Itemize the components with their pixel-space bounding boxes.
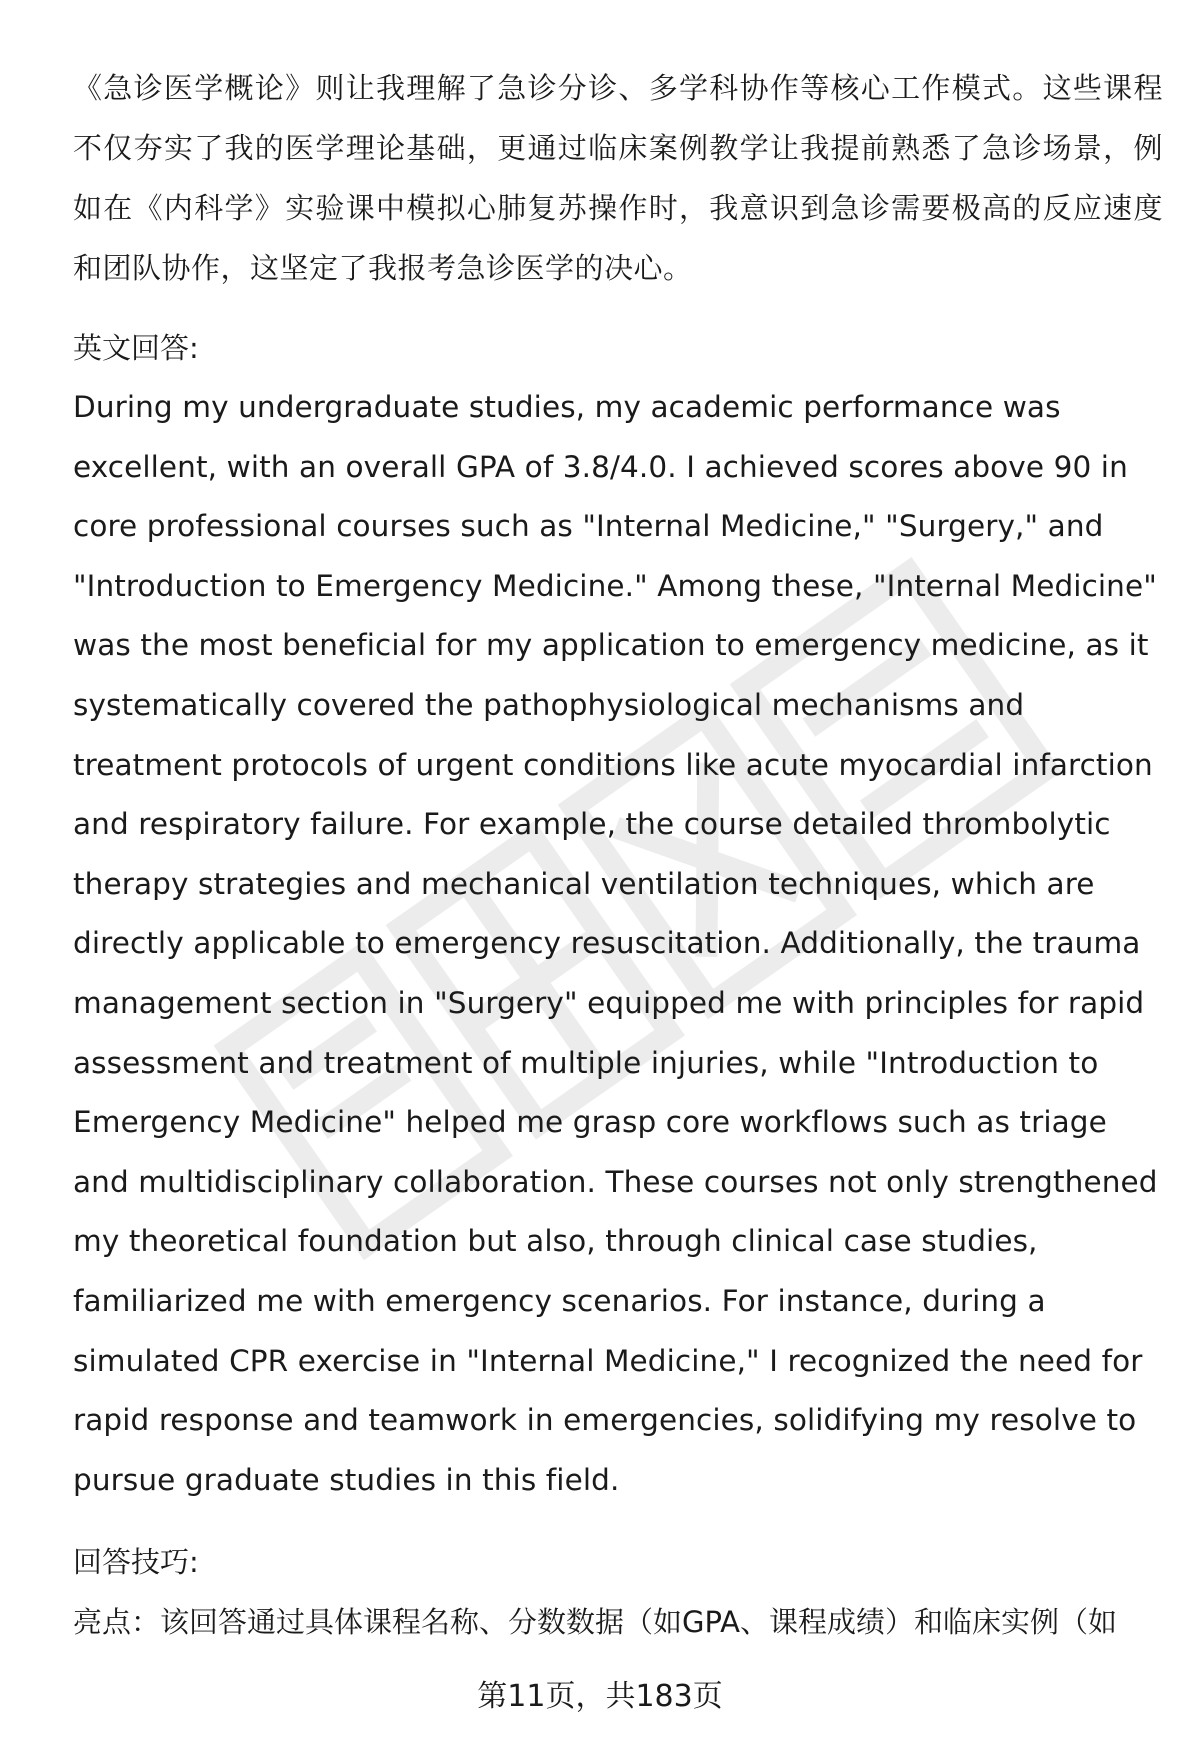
- english-answer-heading: 英文回答:: [73, 331, 199, 365]
- english-answer-paragraph: During my undergraduate studies, my academic performance was excellent, with an overall GPA of 3.8/4.0. I achieved scores above 90 in core professional courses such as "Internal Medicine," "Surgery," and "Introduction to Emergency Medicine." Among these, "Internal Medicine" was the most beneficial for my application to emergency medicine, as it systematically covered the pathophysiological mechanisms and treatment protocols of urgent conditions like acute myocardial infarction and respiratory failure. For example, the course detailed thrombolytic therapy strategies and mechanical ventilation techniques, which are directly applicable to emergency resuscitation. Additionally, the trauma management section in "Surgery" equipped me with principles for rapid assessment and treatment of multiple injuries, while "Introduction to Emergency Medicine" helped me grasp core workflows such as triage and multidisciplinary collaboration. These courses not only strengthened my theoretical foundation but also, through clinical case studies, familiarized me with emergency scenarios. For instance, during a simulated CPR exercise in "Internal Medicine," I recognized the need for rapid response and teamwork in emergencies, solidifying my resolve to pursue graduate studies in this field.: [73, 390, 1158, 1497]
- document-body: [73, 58, 1163, 1652]
- chinese-paragraph: 《急诊医学概论》则让我理解了急诊分诊、多学科协作等核心工作模式。这些课程不仅夯实了我的医学理论基础，更通过临床案例教学让我提前熟悉了急诊场景，例如在《内科学》实验课中模拟心肺复苏操作时，我意识到急诊需要极高的反应速度和团队协作，这坚定了我报考急诊医学的决心。: [73, 71, 1163, 285]
- answer-tips-text: 亮点：该回答通过具体课程名称、分数数据（如GPA、课程成绩）和临床实例（如: [73, 1605, 1117, 1640]
- answer-tips-heading: 回答技巧:: [73, 1545, 199, 1580]
- page-indicator: 第11页，共183页: [477, 1679, 723, 1714]
